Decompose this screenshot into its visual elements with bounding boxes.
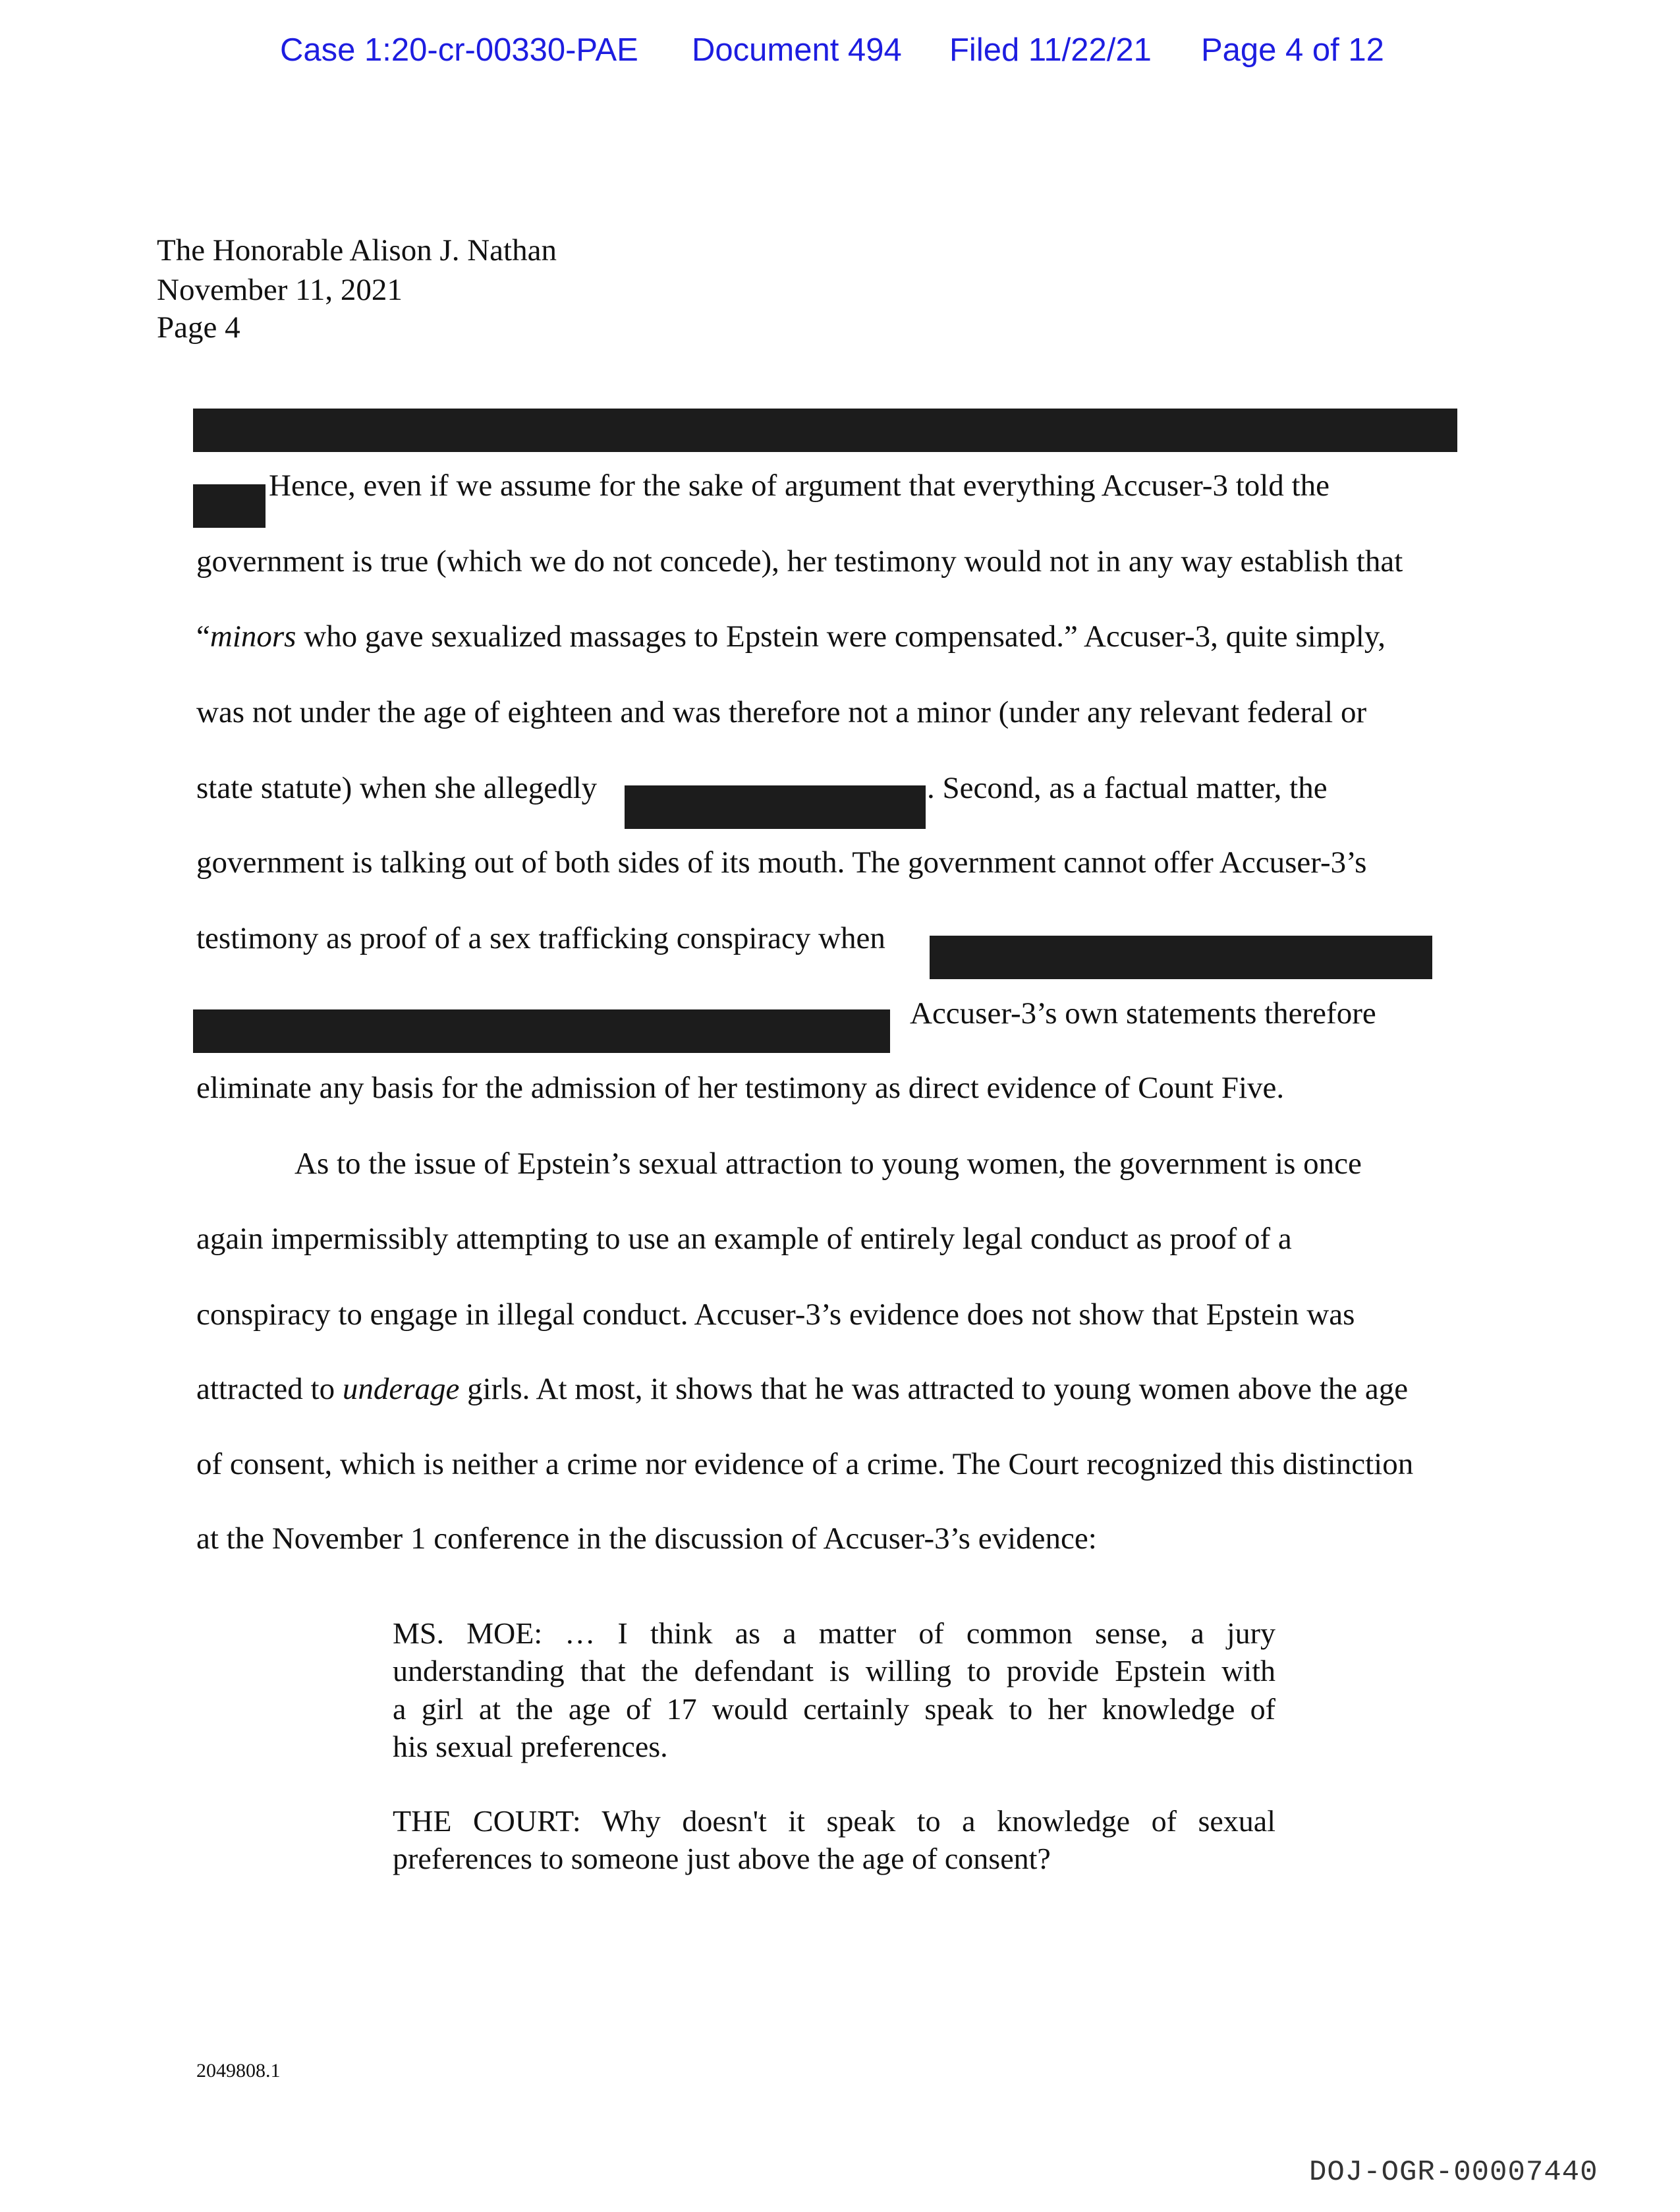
body-line (196, 1520, 1097, 1557)
text-segment: “ (196, 619, 210, 654)
body-line (927, 770, 1328, 807)
header-document-number: Document 494 (692, 32, 902, 68)
blockquote-line: MS. MOE: … I think as a matter of common sense, a jury (393, 1616, 1275, 1650)
text-segment: Accuser-3’s own statements therefore (910, 996, 1376, 1031)
redaction-box (930, 936, 1432, 979)
body-line (196, 1069, 1284, 1106)
text-segment: government is true (which we do not concede), her testimony would not in any way establish that (196, 544, 1403, 579)
redaction-box (193, 409, 1457, 452)
document-id: 2049808.1 (196, 2060, 281, 2082)
blockquote-line: a girl at the age of 17 would certainly speak to her knowledge of (393, 1692, 1275, 1726)
text-segment: testimony as proof of a sex trafficking conspiracy when (196, 921, 885, 955)
text-segment: at the November 1 conference in the discussion of Accuser-3’s evidence: (196, 1521, 1097, 1556)
body-line (196, 920, 885, 957)
header-filed-date: Filed 11/22/21 (949, 32, 1152, 68)
text-segment: government is talking out of both sides of its mouth. The government cannot offer Accuser-3’s (196, 845, 1367, 880)
text-segment: conspiracy to engage in illegal conduct. Accuser-3’s evidence does not show that Epstein was (196, 1297, 1355, 1332)
redaction-box (193, 1009, 890, 1053)
text-segment: again impermissibly attempting to use an example of entirely legal conduct as proof of a (196, 1222, 1292, 1256)
header-page-count: Page 4 of 12 (1201, 32, 1384, 68)
text-segment: of consent, which is neither a crime nor evidence of a crime. The Court recognized this distinction (196, 1447, 1414, 1481)
body-line (294, 1145, 1362, 1182)
text-segment: was not under the age of eighteen and was therefore not a minor (under any relevant federal or (196, 695, 1367, 729)
body-line (196, 770, 597, 807)
body-line (269, 467, 1330, 504)
body-line (196, 1296, 1355, 1333)
body-line (196, 694, 1366, 731)
body-line (196, 1446, 1413, 1483)
letter-page: Page 4 (157, 310, 240, 345)
blockquote-line: THE COURT: Why doesn't it speak to a knowledge of sexual (393, 1804, 1275, 1838)
blockquote-line: his sexual preferences. (393, 1730, 668, 1763)
header-case-number: Case 1:20-cr-00330-PAE (280, 32, 638, 68)
text-segment: girls. At most, it shows that he was attracted to young women above the age (459, 1372, 1409, 1406)
italic-text: underage (342, 1372, 460, 1406)
body-line (196, 1220, 1292, 1257)
blockquote-line: preferences to someone just above the age of consent? (393, 1842, 1051, 1875)
letter-date: November 11, 2021 (157, 273, 403, 307)
text-segment: . Second, as a factual matter, the (927, 771, 1328, 805)
body-line (910, 995, 1376, 1032)
text-segment: state statute) when she allegedly (196, 771, 598, 805)
text-segment: As to the issue of Epstein’s sexual attraction to young women, the government is once (294, 1147, 1362, 1181)
text-segment: eliminate any basis for the admission of her testimony as direct evidence of Count Five. (196, 1071, 1285, 1105)
body-line (196, 1371, 1408, 1407)
text-segment: attracted to (196, 1372, 343, 1406)
body-line (196, 543, 1403, 580)
bates-number: DOJ-OGR-00007440 (1309, 2156, 1598, 2189)
italic-text: minors (210, 619, 296, 654)
text-segment: who gave sexualized massages to Epstein were compensated.” Accuser-3, quite simply, (296, 619, 1386, 654)
blockquote-line: understanding that the defendant is willing to provide Epstein with (393, 1654, 1275, 1687)
redaction-box (193, 484, 266, 528)
addressee: The Honorable Alison J. Nathan (157, 233, 557, 268)
text-segment: Hence, even if we assume for the sake of argument that everything Accuser-3 told the (269, 468, 1330, 503)
body-line (196, 844, 1366, 881)
body-line (196, 618, 1386, 655)
redaction-box (625, 785, 926, 829)
